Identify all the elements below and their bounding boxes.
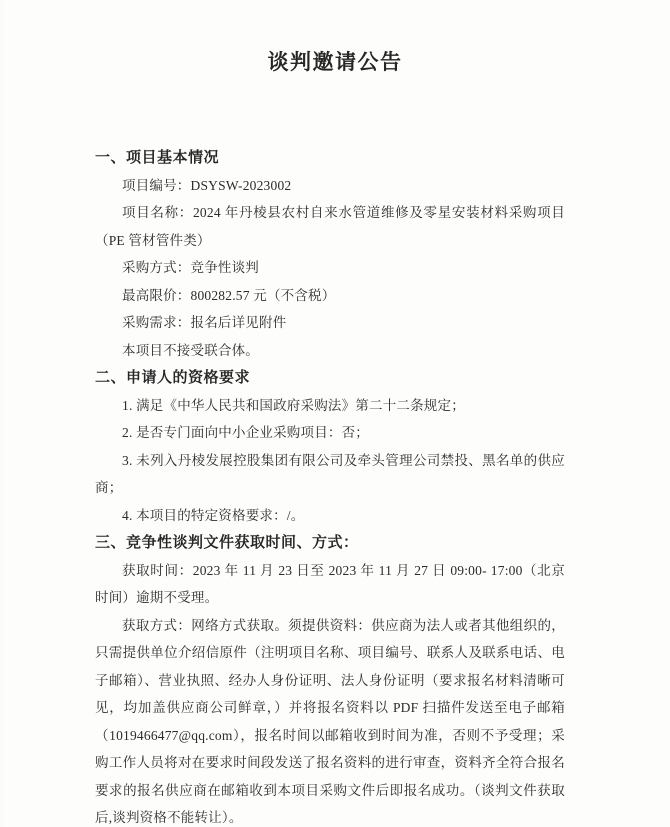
- max-price-line: 最高限价：800282.57 元（不含税）: [122, 287, 336, 303]
- qualification-item-3: 3. 未列入丹棱发展控股集团有限公司及牵头管理公司禁投、黑名单的供应商；: [95, 452, 565, 495]
- obtain-method-paragraph: 获取方式：网络方式获取。须提供资料：供应商为法人或者其他组织的，只需提供单位介绍信原件（注明项目名称、项目编号、联系人及联系电话、电子邮箱）、营业执照、经办人身份证明、法人身份证明（要求报名材料清晰可见，均加盖供应商公司鲜章，）并将报名资料以 PDF 扫描件发送至电子邮箱（1019466477@qq.com），报名时间以邮箱收到时间为准，否则不予受理；采购工作人员将对在要求时间段发送了报名资料的进行审查，资料齐全符合报名要求的报名供应商在邮箱收到本项目采购文件后即报名成功。（谈判文件获取后,谈判资格不能转让）。: [95, 617, 565, 825]
- obtain-time-paragraph: 获取时间：2023 年 11 月 23 日至 2023 年 11 月 27 日 09:00- 17:00（北京时间）逾期不受理。: [95, 562, 565, 605]
- procurement-method-line: 采购方式：竞争性谈判: [122, 260, 259, 275]
- project-number-line: 项目编号：DSYSW-2023002: [122, 177, 292, 193]
- qualification-item-1: 1. 满足《中华人民共和国政府采购法》第二十二条规定；: [122, 397, 465, 413]
- document-title: 谈判邀请公告: [267, 51, 403, 74]
- no-consortium-line: 本项目不接受联合体。: [122, 342, 259, 358]
- procurement-demand-line: 采购需求：报名后详见附件: [122, 315, 287, 330]
- qualification-item-4: 4. 本项目的特定资格要求：/。: [122, 507, 305, 523]
- qualification-item-2: 2. 是否专门面向中小企业采购项目：否；: [122, 425, 369, 440]
- section-3-heading: 三、竞争性谈判文件获取时间、方式：: [95, 534, 359, 551]
- section-2-heading: 二、申请人的资格要求: [95, 369, 251, 386]
- section-1-heading: 一、项目基本情况: [95, 149, 220, 166]
- project-name-line: 项目名称：2024 年丹棱县农村自来水管道维修及零星安装材料采购项目（PE 管材管件类）: [95, 205, 565, 248]
- document-body: [95, 144, 565, 827]
